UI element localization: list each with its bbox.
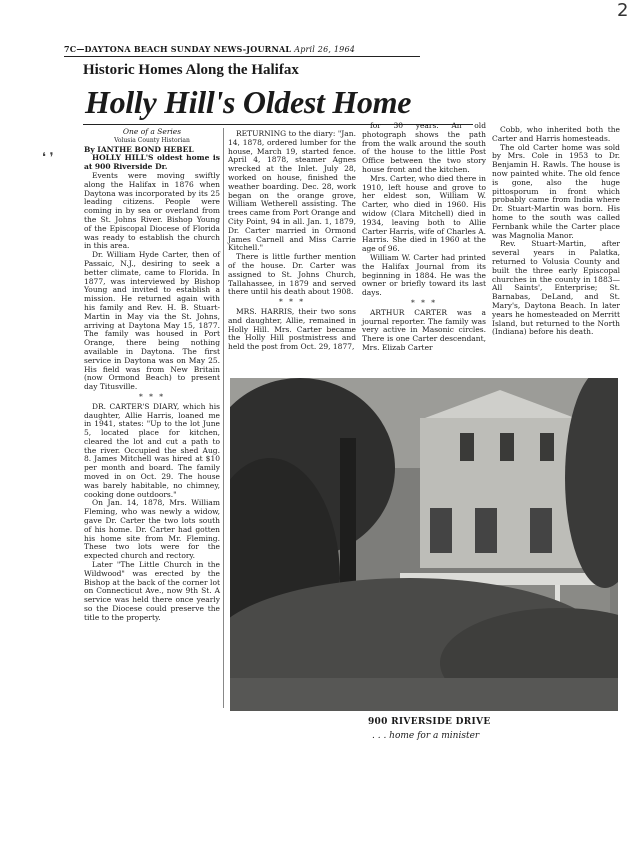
column-1 bbox=[84, 128, 220, 623]
headline: Holly Hill's Oldest Home bbox=[85, 84, 412, 120]
col4-para-2: The old Carter home was sold by Mrs. Cole in 1953 to Dr. Benjamin H. Rawls. The house is now painted white. The old fence is gone, also the huge pittosporum in front which probably came from India where Dr. Stuart-Martin was born. His home to the south was called Fernbank while the Carter place was Magnolia Manor. bbox=[492, 142, 620, 240]
byline: By IANTHE BOND HEBEL bbox=[84, 144, 194, 154]
column-divider bbox=[223, 128, 224, 708]
col3-para-2: Mrs. Carter, who died there in 1910, left house and grove to her eldest son, William W. Carter, who died in 1960. His widow (Clara Mitchell) died in 1934, leaving both to Allie Carter Harris, wife of Charles A. Harris. She died in 1960 at the age of 96. bbox=[362, 173, 487, 254]
column-3 bbox=[362, 122, 486, 353]
series-label: One of a Series bbox=[122, 127, 182, 136]
kicker: Historic Homes Along the Halifax bbox=[83, 62, 299, 78]
separator: * * * bbox=[410, 297, 438, 307]
col2-para-2: There is little further mention of the house. Dr. Carter was assigned to St. Johns Church, Tallahassee, in 1879 and served there until his death about 1908. bbox=[228, 252, 356, 297]
page-number: 2 bbox=[617, 0, 629, 21]
photo-caption-title: 900 RIVERSIDE DRIVE bbox=[368, 717, 491, 727]
col3-para-3: William W. Carter had printed the Halifax Journal from its beginning in 1884. He was the owner or briefly toward its last days. bbox=[362, 252, 486, 298]
masthead-date: April 26, 1964 bbox=[294, 45, 356, 54]
series-sub: Volusia County Historian bbox=[114, 136, 190, 144]
separator: * * * bbox=[138, 391, 166, 401]
col2-harris: MRS. HARRIS, their two sons and daughter, Allie, remained in Holly Hill. Mrs. Carter became the Holly Hill postmistress and held the post from Oct. 29, 1877, bbox=[228, 306, 356, 352]
column-4 bbox=[492, 126, 620, 337]
house-photo bbox=[230, 378, 618, 711]
col1-para-1: HOLLY HILL'S oldest home is at 900 Riverside Dr. bbox=[84, 153, 220, 172]
col1-para-3: Dr. William Hyde Carter, then of Passaic, N.J., desiring to seek a better climate, came to Florida. In 1877, was interviewed by Bishop Young and invited to establish a mission. He returned again with his family and Rev. H. B. Stuart-Martin in May via the St. Johns, arriving at Daytona May 15, 1877. The family was housed in Port Orange, there being nothing available in Daytona. The first service in Daytona was on May 25. His field was from New Britain (now Ormond Beach) to present day Titusville. bbox=[84, 250, 220, 392]
col1-diary-3: Later "The Little Church in the Wildwood" was erected by the Bishop at the back of the corner lot on Connecticut Ave., now 9th St. A service was held there once yearly so the Diocese could preserve the title to the property. bbox=[84, 560, 220, 622]
masthead bbox=[64, 44, 424, 54]
col3-para-1: for 30 years. An old photograph shows the path from the walk around the south of the house to the little Post Office between the two story house front and the kitchen. bbox=[362, 121, 486, 174]
photo-caption-sub: . . . home for a minister bbox=[372, 731, 480, 741]
col4-para-1: Cobb, who inherited both the Carter and Harris homesteads. bbox=[492, 125, 620, 143]
masthead-issue: 7C—DAYTONA BEACH SUNDAY NEWS-JOURNAL bbox=[64, 44, 292, 54]
col1-para-2: Events were moving swiftly along the Halifax in 1876 when Daytona was incorporated by its 25 leading citizens. People were coming in by sea or overland from the St. Johns River. Bishop Young of the Episcopal Diocese of Florida was ready to establish the church in this area. bbox=[84, 170, 220, 251]
col4-para-3: Rev. Stuart-Martin, after several years in Palatka, returned to Volusia County and built the three early Episcopal churches in the county in 1883—All Saints', Enterprise; St. Barnabas, DeLand, and St. Mary's, Daytona Beach. In later years he homesteaded on Merritt Island, but returned to the North (Indiana) before his death. bbox=[492, 239, 620, 337]
col2-para-1: RETURNING to the diary: "Jan. 14, 1878, ordered lumber for the house, March 19, started fence. April 4, 1878, steamer Agnes wrecked at the Inlet. July 28, worked on house, finished the weather boarding. Dec. 28, work began on the orange grove, William Wetherell assisting. The trees came from Port Orange and City Point, 94 in all. Jan. 1, 1879, Dr. Carter married in Ormond James Carnell and Miss Carrie Kitchell." bbox=[228, 129, 356, 253]
margin-mark: ❛ ❜ bbox=[42, 150, 54, 164]
house-photo-drawing bbox=[230, 378, 618, 711]
col1-diary-2: On Jan. 14, 1878, Mrs. William Fleming, who was newly a widow, gave Dr. Carter the two lots south of his home. Dr. Carter had gotten his home site from Mr. Fleming. These two lots were for the expected church and rectory. bbox=[84, 498, 220, 561]
col3-arthur: ARTHUR CARTER was a journal reporter. The family was very active in Masonic circles. There is one Carter descendant, Mrs. Elizab Carter bbox=[362, 307, 486, 352]
column-2 bbox=[228, 130, 356, 352]
col1-diary-1: DR. CARTER'S DIARY, which his daughter, Allie Harris, loaned me in 1941, states: "Up to the lot June 5, located place for kitchen, cleared the lot and cut a path to the river. Occupied the shed Aug. 8. James Mitchell was hired at $10 per month and board. The family moved in on Oct. 29. The house was barely habitable, no chimney, cooking done outdoors." bbox=[84, 401, 220, 499]
masthead-rule bbox=[64, 56, 420, 57]
separator: * * * bbox=[278, 297, 306, 307]
